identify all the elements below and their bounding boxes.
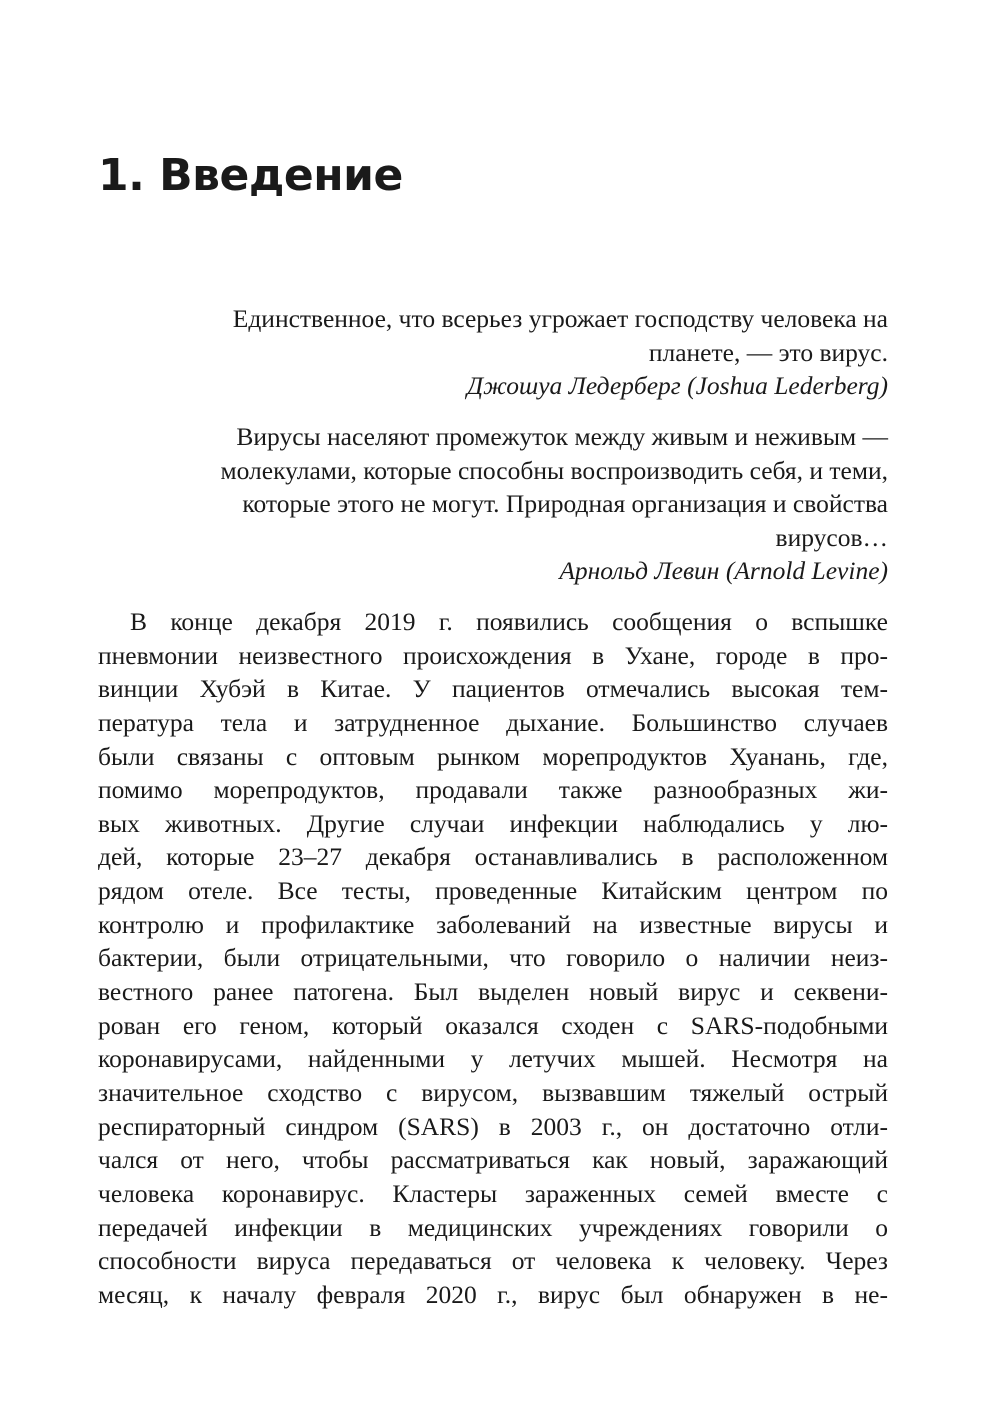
- body-line: вестного ранее патогена. Был выделен новый вирус и секвени-: [98, 977, 888, 1007]
- body-line: пература тела и затрудненное дыхание. Большинство случаев: [98, 707, 888, 737]
- body-line: помимо морепродуктов, продавали также разнообразных жи-: [98, 775, 888, 805]
- body-line: рядом отеле. Все тесты, проведенные Китайским центром по: [98, 876, 888, 906]
- body-paragraph: [98, 605, 888, 1311]
- body-line: дей, которые 23–27 декабря останавливались в расположенном: [98, 842, 888, 872]
- chapter-title: 1. Введение: [98, 150, 403, 201]
- body-line: передачей инфекции в медицинских учреждениях говорили о: [98, 1212, 888, 1242]
- epigraph-line: Единственное, что всерьез угрожает господству человека на: [232, 304, 888, 333]
- epigraph-line: планете, — это вирус.: [648, 337, 888, 367]
- epigraph-author: Арнольд Левин (Arnold Levine): [559, 556, 888, 586]
- epigraph-lederberg: [98, 302, 888, 403]
- body-line: чался от него, чтобы рассматриваться как новый, заражающий: [98, 1145, 888, 1175]
- body-line: вых животных. Другие случаи инфекции наблюдались у лю-: [98, 808, 888, 838]
- body-line: человека коронавирус. Кластеры зараженных семей вместе с: [98, 1178, 888, 1208]
- body-line: бактерии, были отрицательными, что говорило о наличии неиз-: [98, 943, 888, 973]
- body-line: В конце декабря 2019 г. появились сообщения о вспышке: [130, 607, 888, 636]
- epigraph-levine: [98, 420, 888, 588]
- body-line: месяц, к началу февраля 2020 г., вирус был обнаружен в не-: [98, 1279, 888, 1309]
- body-line: респираторный синдром (SARS) в 2003 г., он достаточно отли-: [98, 1111, 888, 1141]
- body-line: коронавирусами, найденными у летучих мышей. Несмотря на: [98, 1044, 888, 1074]
- body-line: значительное сходство с вирусом, вызвавшим тяжелый острый: [98, 1077, 888, 1107]
- epigraph-line: Вирусы населяют промежуток между живым и неживым —: [236, 422, 888, 451]
- body-line: были связаны с оптовым рынком морепродуктов Хуанань, где,: [98, 741, 888, 771]
- body-line: пневмонии неизвестного происхождения в Ухане, городе в про-: [98, 640, 888, 670]
- body-line: рован его геном, который оказался сходен с SARS-подобными: [98, 1010, 888, 1040]
- body-line: винции Хубэй в Китае. У пациентов отмечались высокая тем-: [98, 674, 888, 704]
- body-line: способности вируса передаваться от человека к человеку. Через: [98, 1246, 888, 1276]
- body-line: контролю и профилактике заболеваний на известные вирусы и: [98, 909, 888, 939]
- epigraph-line: вирусов…: [775, 522, 888, 552]
- epigraph-author: Джошуа Ледерберг (Joshua Lederberg): [466, 371, 888, 401]
- epigraph-line: молекулами, которые способны воспроизводить себя, и теми,: [220, 455, 888, 485]
- epigraph-line: которые этого не могут. Природная организация и свойства: [242, 489, 888, 519]
